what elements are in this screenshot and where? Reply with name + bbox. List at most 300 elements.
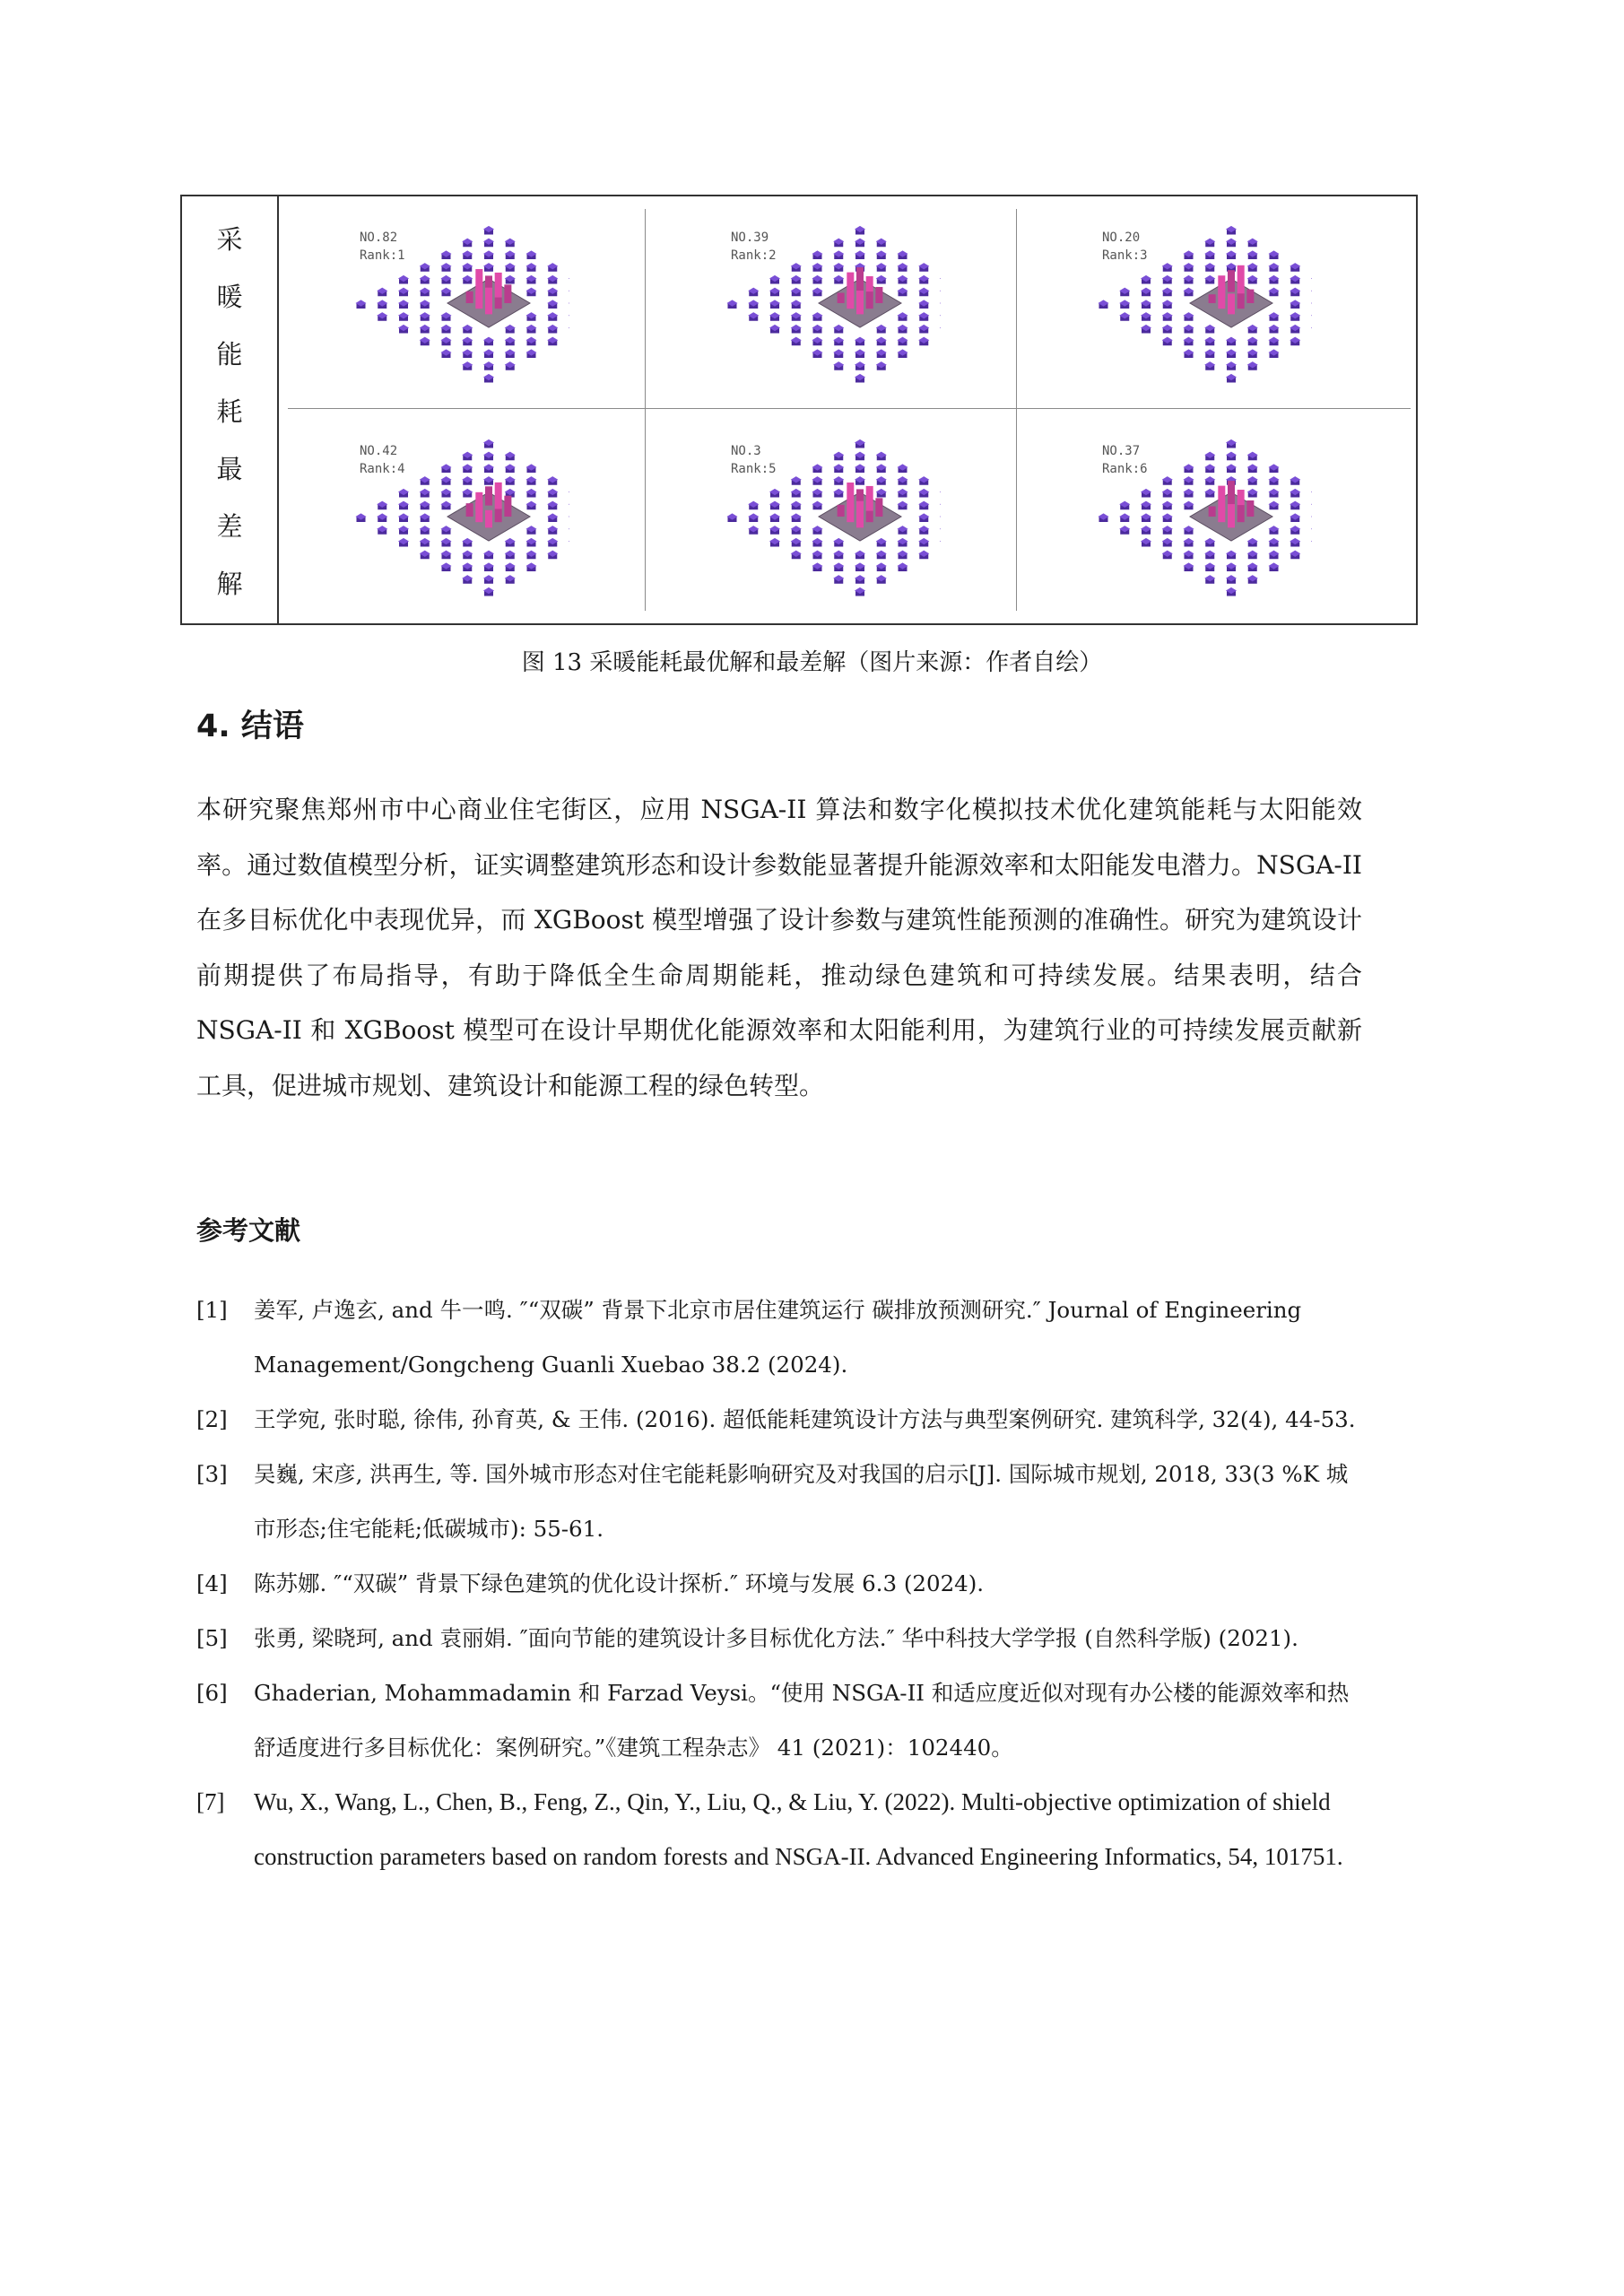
building-block <box>526 250 537 259</box>
building-block <box>898 312 908 321</box>
building-block <box>505 250 516 259</box>
building-block <box>398 300 409 309</box>
building-block <box>769 538 780 547</box>
tower <box>485 486 492 505</box>
solution-number: NO.20 <box>1102 230 1141 245</box>
building-block <box>1226 349 1237 358</box>
layout-panel <box>1025 202 1384 399</box>
building-block <box>748 312 759 321</box>
building-block <box>1184 501 1194 510</box>
building-block <box>547 501 558 510</box>
building-block <box>940 325 941 334</box>
building-block <box>1247 337 1258 346</box>
building-block <box>1269 476 1280 485</box>
building-block <box>833 489 844 498</box>
building-block <box>462 562 473 571</box>
building-block <box>1311 513 1312 522</box>
building-block <box>791 312 802 321</box>
solution-rank: Rank:3 <box>1102 248 1148 263</box>
layout-panel <box>1025 415 1384 613</box>
tower <box>875 287 882 303</box>
building-block <box>420 489 430 498</box>
building-block <box>420 337 430 346</box>
building-block <box>791 551 802 560</box>
building-block <box>1184 562 1194 571</box>
building-block <box>1311 489 1312 498</box>
building-block <box>833 538 844 547</box>
building-block <box>898 263 908 272</box>
building-block <box>526 501 537 510</box>
building-block <box>855 361 865 370</box>
building-block <box>833 575 844 584</box>
building-block <box>833 464 844 473</box>
building-block <box>1269 312 1280 321</box>
building-block <box>1119 501 1130 510</box>
building-block <box>727 300 738 309</box>
building-block <box>1162 476 1173 485</box>
building-block <box>1184 288 1194 297</box>
building-block <box>483 476 494 485</box>
building-block <box>377 513 387 522</box>
building-block <box>1141 501 1151 510</box>
building-block <box>1247 562 1258 571</box>
building-block <box>505 337 516 346</box>
building-block <box>833 250 844 259</box>
tower <box>856 291 864 314</box>
building-block <box>441 526 452 535</box>
building-block <box>876 489 887 498</box>
building-block <box>462 452 473 461</box>
building-block <box>898 325 908 334</box>
building-block <box>483 226 494 235</box>
building-block <box>898 476 908 485</box>
building-block <box>1247 452 1258 461</box>
building-block <box>462 325 473 334</box>
building-block <box>769 489 780 498</box>
building-block <box>1141 275 1151 284</box>
building-block <box>1204 337 1215 346</box>
building-block <box>462 551 473 560</box>
building-block <box>1269 263 1280 272</box>
building-block <box>876 263 887 272</box>
row-label-char: 差 <box>216 510 243 542</box>
building-block <box>505 452 516 461</box>
building-block <box>812 464 823 473</box>
building-block <box>1162 312 1173 321</box>
building-block <box>526 526 537 535</box>
building-block <box>940 489 941 498</box>
building-block <box>791 300 802 309</box>
tower <box>847 293 854 309</box>
building-block <box>1119 288 1130 297</box>
building-block <box>876 452 887 461</box>
building-block <box>420 312 430 321</box>
building-block <box>855 250 865 259</box>
tower <box>856 501 864 528</box>
building-block <box>356 300 367 309</box>
reference-list <box>196 1283 1362 1884</box>
building-block <box>812 325 823 334</box>
building-block <box>918 476 929 485</box>
building-block <box>1162 513 1173 522</box>
tower <box>466 291 473 303</box>
building-block <box>420 526 430 535</box>
building-block <box>398 489 409 498</box>
building-block <box>1204 551 1215 560</box>
building-block <box>1141 538 1151 547</box>
tower <box>866 291 873 309</box>
row-label <box>182 196 279 623</box>
building-block <box>898 501 908 510</box>
building-block <box>1226 226 1237 235</box>
building-block <box>1184 275 1194 284</box>
building-block <box>876 349 887 358</box>
solution-rank: Rank:2 <box>731 248 777 263</box>
building-block <box>1269 551 1280 560</box>
building-block <box>1184 476 1194 485</box>
building-block <box>420 538 430 547</box>
panel-divider <box>288 408 1411 409</box>
building-block <box>441 312 452 321</box>
building-block <box>398 501 409 510</box>
building-block <box>1226 374 1237 383</box>
building-block <box>483 551 494 560</box>
reference-text: 王学宛, 张时聪, 徐伟, 孙育英, & 王伟. (2016). 超低能耗建筑设计方法与典型案例研究. 建筑科学, 32(4), 44-53. <box>254 1406 1356 1432</box>
building-block <box>526 263 537 272</box>
tower <box>504 284 511 303</box>
building-block <box>441 325 452 334</box>
building-block <box>462 575 473 584</box>
building-block <box>812 288 823 297</box>
building-block <box>769 288 780 297</box>
panel-divider <box>645 209 646 611</box>
building-block <box>441 489 452 498</box>
layout-panel <box>282 202 641 399</box>
reference-number: [4] <box>196 1570 228 1596</box>
tower <box>466 503 473 517</box>
building-block <box>1290 513 1300 522</box>
reference-number: [5] <box>196 1625 228 1651</box>
tower <box>495 483 502 511</box>
building-block <box>1290 300 1300 309</box>
building-block <box>1141 526 1151 535</box>
layout-panel <box>654 202 1012 399</box>
building-block <box>526 349 537 358</box>
building-block <box>483 452 494 461</box>
row-label-char: 能 <box>216 338 243 370</box>
building-block <box>812 501 823 510</box>
building-block <box>1311 538 1312 547</box>
building-block <box>1269 538 1280 547</box>
row-label-char: 采 <box>216 223 243 255</box>
figure-panels <box>279 196 1416 623</box>
building-block <box>462 250 473 259</box>
row-label-char: 解 <box>216 568 243 599</box>
building-block <box>1226 452 1237 461</box>
figure-caption: 图 13 采暖能耗最优解和最差解（图片来源：作者自绘） <box>521 649 1103 676</box>
building-block <box>769 300 780 309</box>
building-block <box>1247 464 1258 473</box>
building-block <box>1204 349 1215 358</box>
reference-text: 陈苏娜. ″“双碳” 背景下绿色建筑的优化设计探析.″ 环境与发展 6.3 (2024). <box>254 1570 985 1596</box>
figure-13-table <box>180 195 1418 625</box>
tower <box>875 498 882 517</box>
building-block <box>940 501 941 510</box>
tower <box>1238 505 1245 522</box>
building-block <box>1226 464 1237 473</box>
building-block <box>1269 526 1280 535</box>
building-block <box>1141 312 1151 321</box>
reference-number: [1] <box>196 1297 228 1323</box>
building-block <box>483 349 494 358</box>
building-block <box>918 526 929 535</box>
building-block <box>855 562 865 571</box>
building-block <box>812 349 823 358</box>
building-block <box>1290 501 1300 510</box>
building-block <box>505 562 516 571</box>
building-block <box>526 275 537 284</box>
building-block <box>791 325 802 334</box>
building-block <box>526 489 537 498</box>
building-block <box>1162 275 1173 284</box>
building-block <box>1119 526 1130 535</box>
panel-caption <box>1102 229 1148 265</box>
tower <box>1218 507 1225 522</box>
building-block <box>441 538 452 547</box>
building-block <box>833 551 844 560</box>
building-block <box>1204 325 1215 334</box>
building-block <box>526 551 537 560</box>
building-block <box>420 288 430 297</box>
building-block <box>1184 464 1194 473</box>
building-block <box>505 476 516 485</box>
building-block <box>918 513 929 522</box>
building-block <box>833 361 844 370</box>
building-block <box>1290 325 1300 334</box>
building-block <box>1226 562 1237 571</box>
building-block <box>398 325 409 334</box>
building-block <box>1311 300 1312 309</box>
building-block <box>547 538 558 547</box>
building-block <box>1290 538 1300 547</box>
building-block <box>940 526 941 535</box>
building-block <box>377 300 387 309</box>
building-block <box>1269 288 1280 297</box>
building-block <box>462 337 473 346</box>
building-block <box>898 551 908 560</box>
building-block <box>833 263 844 272</box>
building-block <box>526 538 537 547</box>
building-block <box>377 501 387 510</box>
building-block <box>940 513 941 522</box>
building-block <box>420 300 430 309</box>
building-block <box>1247 476 1258 485</box>
building-block <box>505 575 516 584</box>
building-block <box>526 337 537 346</box>
building-block <box>855 349 865 358</box>
building-block <box>833 349 844 358</box>
building-block <box>898 349 908 358</box>
building-block <box>462 464 473 473</box>
building-block <box>483 439 494 448</box>
building-block <box>441 263 452 272</box>
building-block <box>833 476 844 485</box>
building-block <box>1184 250 1194 259</box>
building-block <box>1204 476 1215 485</box>
building-block <box>769 275 780 284</box>
building-block <box>1204 452 1215 461</box>
building-block <box>547 263 558 272</box>
reference-number: [6] <box>196 1680 228 1706</box>
building-block <box>855 575 865 584</box>
tower <box>866 511 873 523</box>
building-block <box>1269 275 1280 284</box>
conclusion-paragraph: 本研究聚焦郑州市中心商业住宅街区，应用 NSGA-II 算法和数字化模拟技术优化建筑能耗与太阳能效率。通过数值模型分析，证实调整建筑形态和设计参数能显著提升能源效率和太阳能发电潜力。NSGA-II 在多目标优化中表现优异，而 XGBoost 模型增强了设计参数与建筑性能预测的准确性。研究为建筑设计前期提供了布局指导，有助于降低全生命周期能耗，推动绿色建筑和可持续发展。结果表明，结合 NSGA-II 和 XGBoost 模型可在设计早期优化能源效率和太阳能利用，为建筑行业的可持续发展贡献新工具，促进城市规划、建筑设计和能源工程的绿色转型。 <box>196 795 1362 1100</box>
building-block <box>855 439 865 448</box>
building-block <box>1184 263 1194 272</box>
building-block <box>526 476 537 485</box>
building-block <box>769 501 780 510</box>
reference-number: [2] <box>196 1406 228 1432</box>
panel-caption <box>360 442 405 478</box>
building-block <box>1247 489 1258 498</box>
building-block <box>1226 575 1237 584</box>
building-block <box>441 501 452 510</box>
tower <box>1209 507 1216 517</box>
tower <box>495 298 502 309</box>
reference-text: 姜军, 卢逸玄, and 牛一鸣. ″“双碳” 背景下北京市居住建筑运行 碳排放预测研究.″ Journal of Engineering Management/Gongcheng Guanli Xuebao 38.2 (2024). <box>254 1297 1302 1378</box>
building-block <box>918 300 929 309</box>
building-block <box>876 476 887 485</box>
building-block <box>855 337 865 346</box>
tower <box>1238 265 1245 298</box>
building-block <box>1204 562 1215 571</box>
building-block <box>833 325 844 334</box>
reference-text: Ghaderian, Mohammadamin 和 Farzad Veysi。“使用 NSGA-II 和适应度近似对现有办公楼的能源效率和热舒适度进行多目标优化：案例研究。”《建筑工程杂志》 41 (2021)：102440。 <box>254 1680 1350 1761</box>
row-label-char: 最 <box>216 453 243 484</box>
solution-number: NO.3 <box>731 444 761 458</box>
building-block <box>483 337 494 346</box>
building-block <box>1290 476 1300 485</box>
building-block <box>855 452 865 461</box>
building-block <box>398 312 409 321</box>
building-block <box>918 489 929 498</box>
building-block <box>1290 489 1300 498</box>
building-block <box>940 300 941 309</box>
building-block <box>1269 464 1280 473</box>
reference-item <box>196 1447 1362 1556</box>
building-block <box>1099 300 1109 309</box>
building-block <box>483 239 494 248</box>
building-block <box>791 513 802 522</box>
building-block <box>812 526 823 535</box>
building-block <box>462 275 473 284</box>
building-block <box>918 263 929 272</box>
building-block <box>855 476 865 485</box>
tower <box>1218 286 1225 309</box>
building-block <box>505 239 516 248</box>
tower <box>485 510 492 528</box>
tower <box>495 273 502 298</box>
building-block <box>876 575 887 584</box>
building-block <box>1184 325 1194 334</box>
building-block <box>483 575 494 584</box>
building-block <box>1269 337 1280 346</box>
building-block <box>791 275 802 284</box>
tower <box>1238 293 1245 309</box>
building-block <box>1269 489 1280 498</box>
building-block <box>791 489 802 498</box>
tower <box>475 502 482 523</box>
building-block <box>898 337 908 346</box>
references-heading: 参考文献 <box>196 1215 301 1246</box>
building-block <box>462 349 473 358</box>
building-block <box>1290 288 1300 297</box>
building-block <box>791 501 802 510</box>
tower <box>838 505 845 517</box>
building-block <box>769 513 780 522</box>
building-block <box>547 325 558 334</box>
building-block <box>1204 275 1215 284</box>
building-block <box>1226 250 1237 259</box>
building-block <box>1204 239 1215 248</box>
layout-panel <box>282 415 641 613</box>
building-block <box>876 325 887 334</box>
building-block <box>420 263 430 272</box>
building-block <box>356 513 367 522</box>
panel-caption <box>731 229 777 265</box>
reference-text: 吴巍, 宋彦, 洪再生, 等. 国外城市形态对住宅能耗影响研究及对我国的启示[J]. 国际城市规划, 2018, 33(3 %K 城市形态;住宅能耗;低碳城市): 55-61. <box>254 1461 1349 1542</box>
building-block <box>1162 263 1173 272</box>
solution-rank: Rank:4 <box>360 462 405 476</box>
building-block <box>547 312 558 321</box>
building-block <box>812 476 823 485</box>
building-block <box>1162 538 1173 547</box>
building-block <box>483 562 494 571</box>
building-block <box>1226 439 1237 448</box>
building-block <box>526 288 537 297</box>
building-block <box>1162 300 1173 309</box>
building-block <box>547 551 558 560</box>
building-block <box>505 538 516 547</box>
building-block <box>1184 526 1194 535</box>
building-block <box>940 275 941 284</box>
building-block <box>377 312 387 321</box>
building-block <box>876 464 887 473</box>
building-block <box>462 538 473 547</box>
building-block <box>420 501 430 510</box>
building-block <box>1162 337 1173 346</box>
tower <box>475 291 482 309</box>
building-block <box>898 275 908 284</box>
building-block <box>1247 275 1258 284</box>
panel-caption <box>1102 442 1148 478</box>
reference-item <box>196 1665 1362 1775</box>
reference-item <box>196 1283 1362 1392</box>
building-block <box>918 501 929 510</box>
building-block <box>1247 325 1258 334</box>
building-block <box>505 551 516 560</box>
building-block <box>377 526 387 535</box>
building-block <box>441 464 452 473</box>
building-block <box>855 587 865 596</box>
building-block <box>1162 489 1173 498</box>
building-block <box>918 275 929 284</box>
building-block <box>1226 361 1237 370</box>
building-block <box>812 337 823 346</box>
building-block <box>876 551 887 560</box>
building-block <box>812 562 823 571</box>
